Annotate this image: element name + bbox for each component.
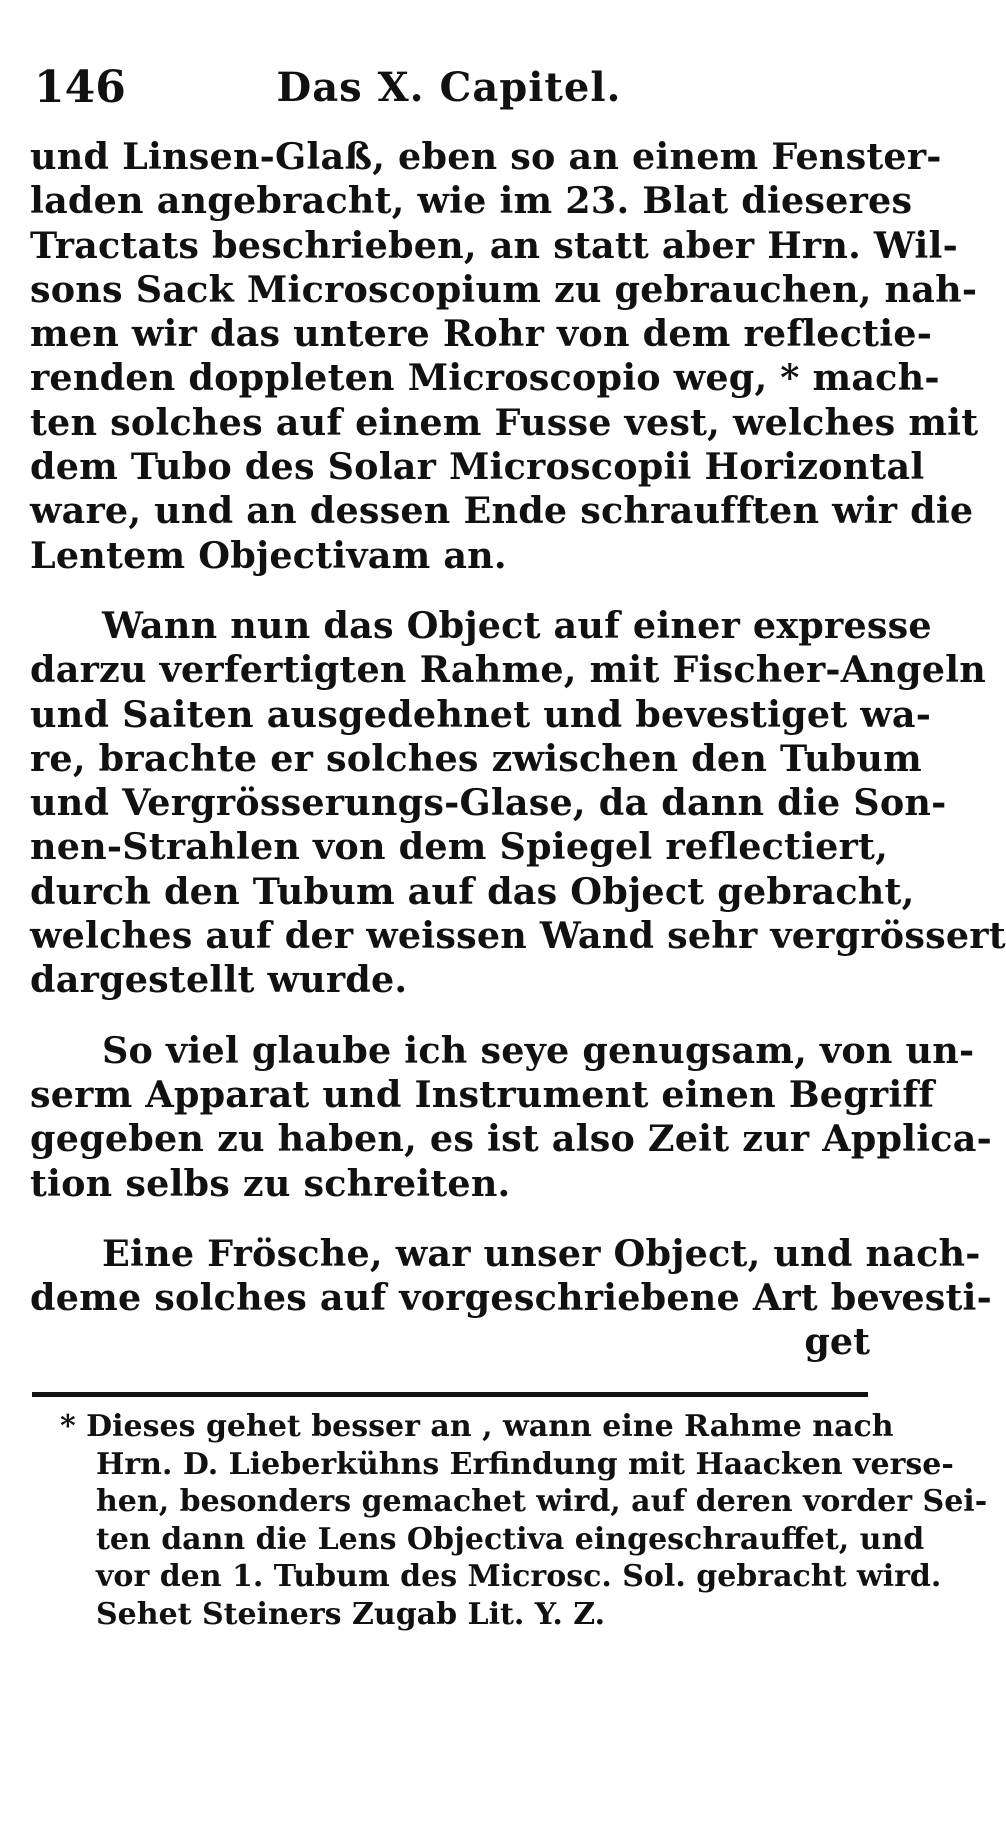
paragraph-gap — [30, 1206, 870, 1232]
text-line: und Vergrösserungs-Glase, da dann die Son- — [30, 781, 947, 825]
footnote-line: * Dieses gehet besser an , wann eine Rahme nach — [60, 1409, 894, 1444]
running-head: Das X. Capitel. — [276, 64, 622, 111]
text-line: dem Tubo des Solar Microscopii Horizontal — [30, 445, 925, 489]
catchword: get — [804, 1320, 870, 1364]
text-line: Lentem Objectivam an. — [30, 533, 507, 577]
main-text — [30, 135, 1006, 1364]
text-line: durch den Tubum auf das Object gebracht, — [30, 869, 915, 913]
text-line: gegeben zu haben, es ist also Zeit zur Applica- — [30, 1117, 992, 1161]
text-line: nen-Strahlen von dem Spiegel reflectiert, — [30, 825, 888, 869]
paragraph — [30, 135, 979, 578]
text-line: Tractats beschrieben, an statt aber Hrn. Wil- — [30, 223, 958, 267]
text-line: ten solches auf einem Fusse vest, welches mit — [30, 400, 979, 444]
paragraph — [30, 603, 1006, 1003]
footnote-divider — [32, 1392, 868, 1397]
text-line: ware, und an dessen Ende schraufften wir die — [30, 489, 974, 533]
footnote — [60, 1408, 988, 1633]
text-line: welches auf der weissen Wand sehr vergrössert — [30, 914, 1006, 958]
footnote-line: Sehet Steiners Zugab Lit. Y. Z. — [96, 1596, 606, 1632]
footnote-line: vor den 1. Tubum des Microsc. Sol. gebracht wird. — [96, 1559, 942, 1594]
text-line: Eine Frösche, war unser Object, und nach- — [102, 1231, 981, 1275]
page-header — [34, 58, 864, 118]
text-line: men wir das untere Rohr von dem reflectie- — [30, 312, 933, 356]
text-line: dargestellt wurde. — [30, 958, 408, 1002]
text-line: Wann nun das Object auf einer expresse — [102, 603, 932, 647]
text-line: laden angebracht, wie im 23. Blat dieseres — [30, 179, 913, 223]
paragraph — [30, 1231, 992, 1321]
page-number: 146 — [34, 62, 126, 113]
text-line: deme solches auf vorgeschriebene Art bevesti- — [30, 1276, 992, 1320]
text-line: renden doppleten Microscopio weg, * mach- — [30, 356, 940, 400]
text-line: So viel glaube ich seye genugsam, von un- — [102, 1028, 975, 1072]
text-line: re, brachte er solches zwischen den Tubum — [30, 736, 922, 780]
footnote-line: ten dann die Lens Objectiva eingeschrauffet, und — [96, 1521, 925, 1557]
paragraph — [30, 1028, 992, 1206]
paragraph-gap — [30, 1003, 870, 1029]
text-line: darzu verfertigten Rahme, mit Fischer-Angeln — [30, 648, 986, 692]
text-line: sons Sack Microscopium zu gebrauchen, nah- — [30, 267, 978, 311]
paragraph-gap — [30, 578, 870, 604]
footnote-line: Hrn. D. Lieberkühns Erfindung mit Haacken verse- — [96, 1446, 954, 1482]
footnote-line: hen, besonders gemachet wird, auf deren vorder Sei- — [96, 1484, 988, 1519]
text-line: und Linsen-Glaß, eben so an einem Fenster- — [30, 135, 942, 178]
text-line: und Saiten ausgedehnet und bevestiget wa- — [30, 692, 932, 736]
text-line: tion selbs zu schreiten. — [30, 1161, 511, 1205]
text-line: serm Apparat und Instrument einen Begriff — [30, 1072, 935, 1116]
